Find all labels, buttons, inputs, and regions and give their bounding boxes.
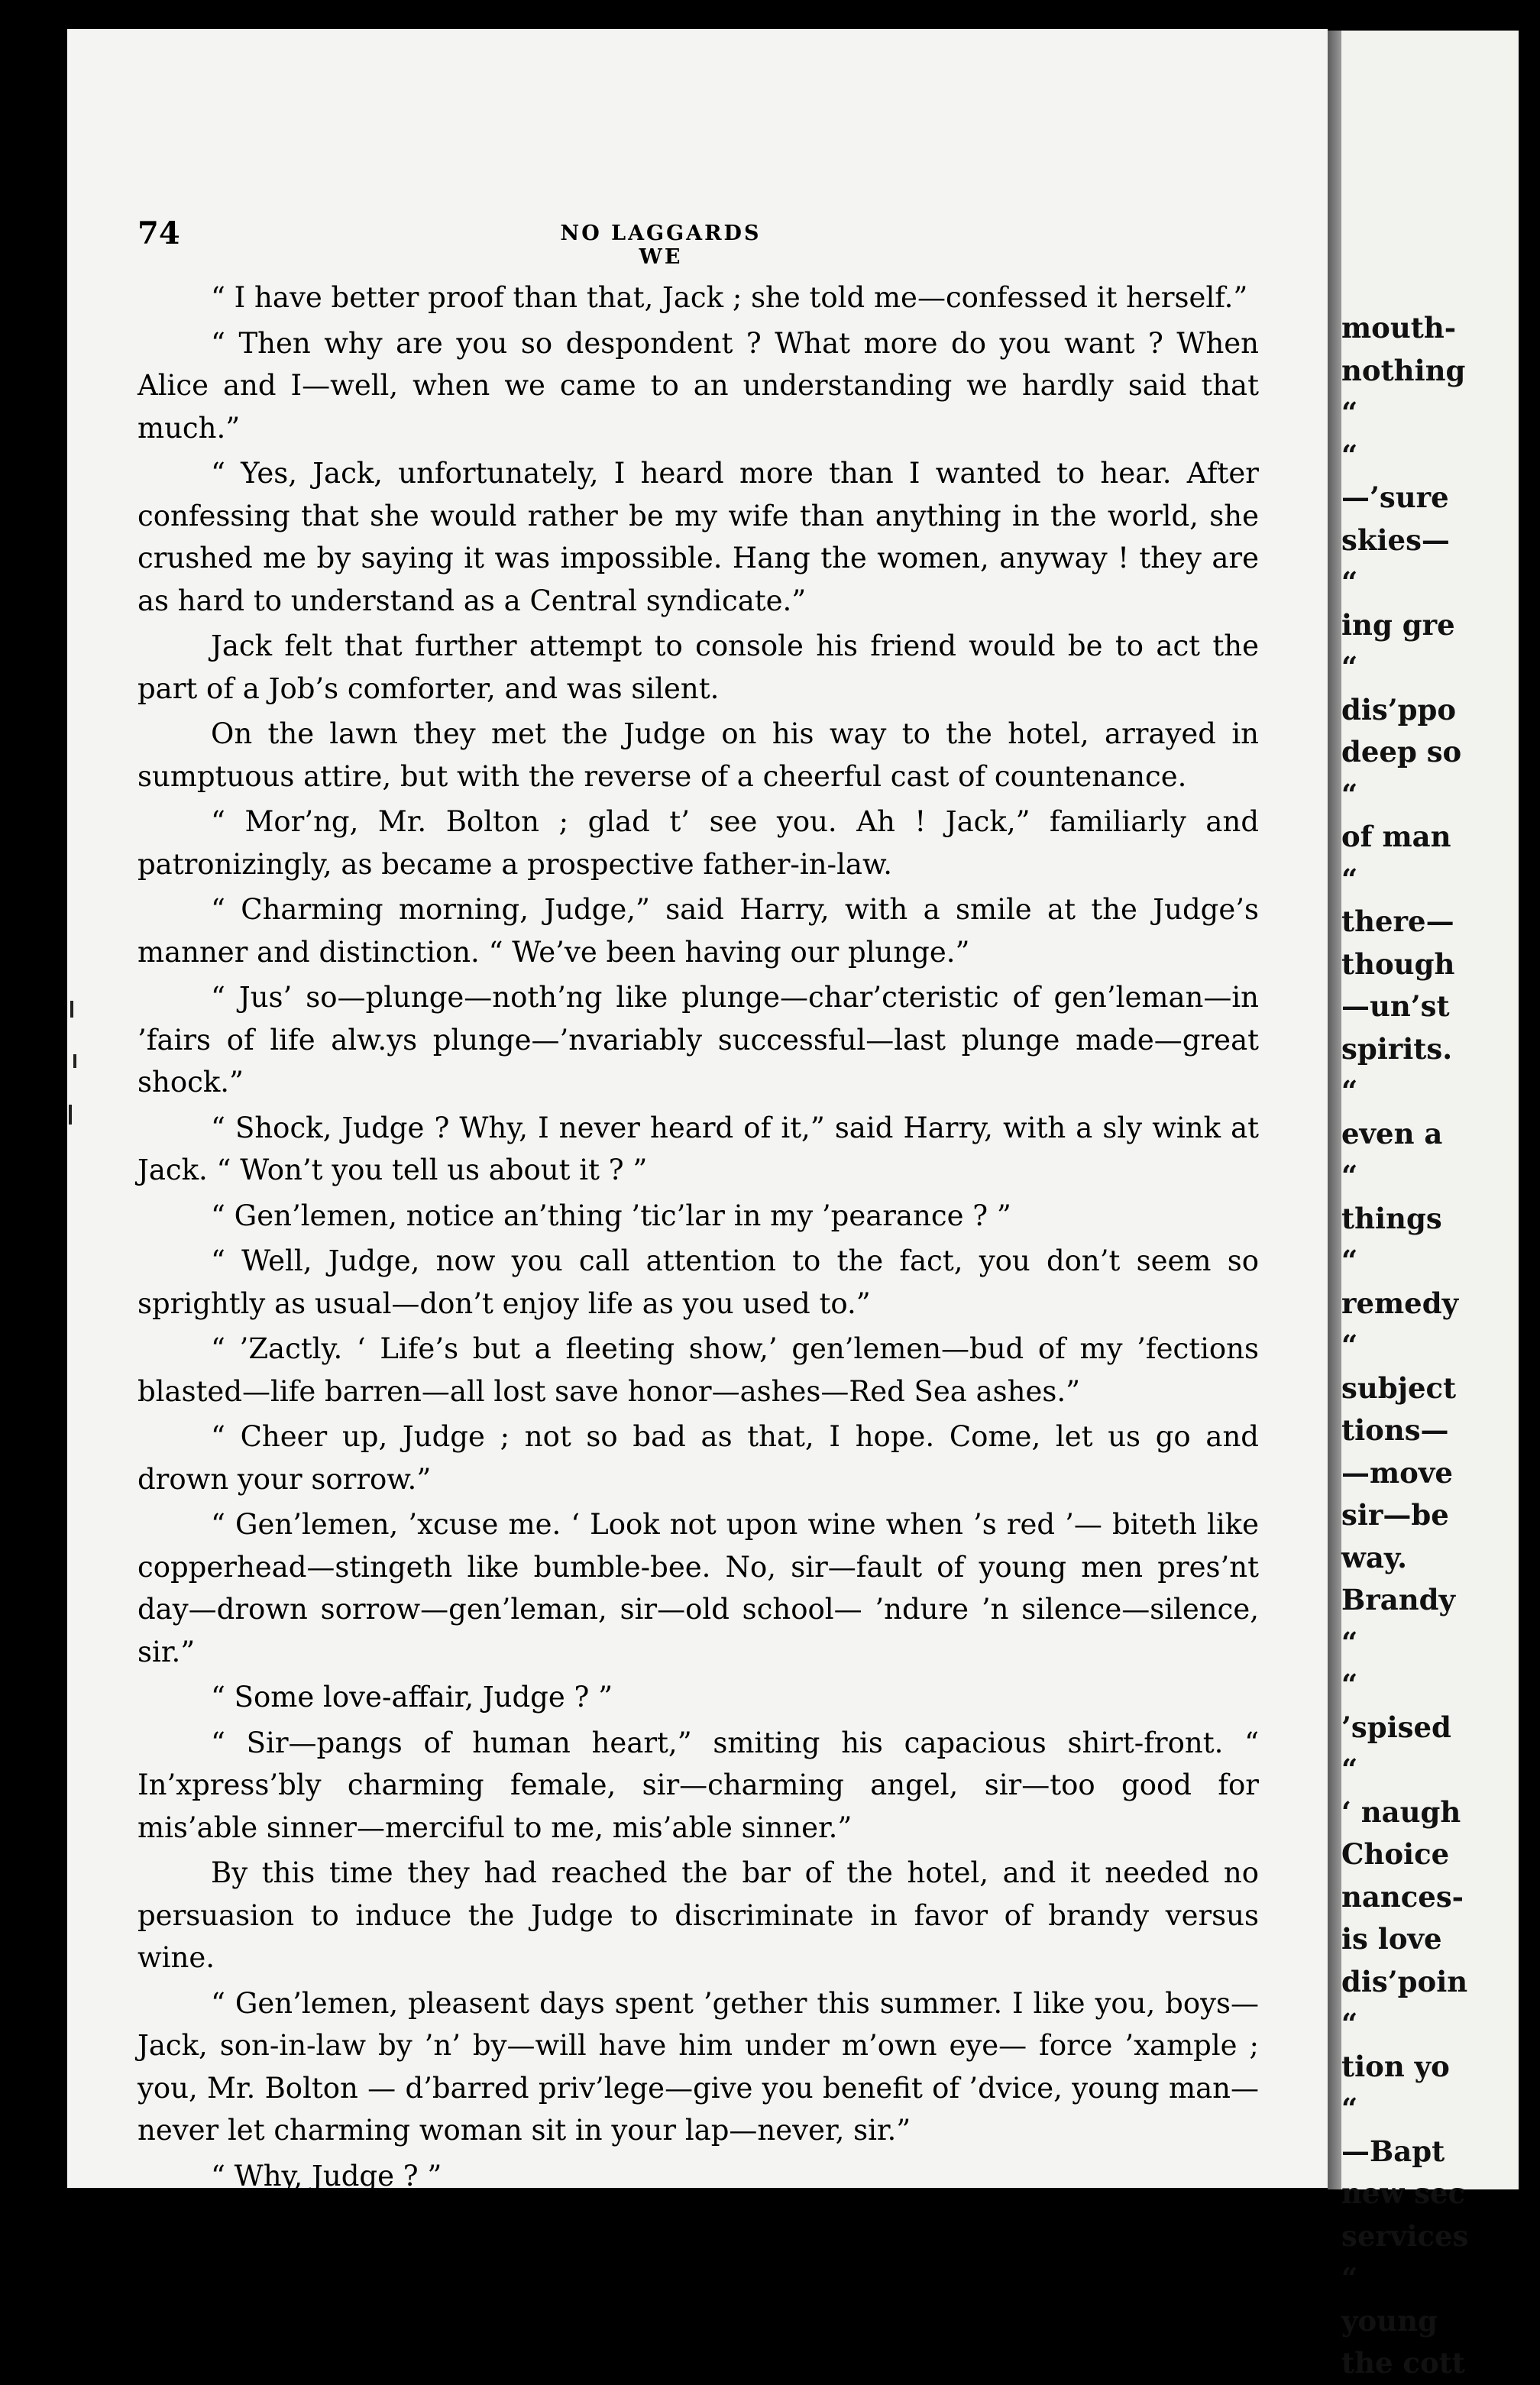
right-page-line: “ xyxy=(1341,1074,1358,1108)
margin-mark xyxy=(70,1001,73,1018)
right-page-line: ing gre xyxy=(1341,607,1455,642)
right-page-line: even a xyxy=(1341,1116,1443,1150)
right-page-line: tions— xyxy=(1341,1413,1449,1447)
right-page-line: Brandy xyxy=(1341,1583,1456,1616)
right-page-line: tion yo xyxy=(1341,2049,1450,2083)
paragraph: Jack felt that further attempt to console his friend would be to act the part of a Job’s comforter, and was silent. xyxy=(138,629,1259,705)
paragraph: “ Then why are you so despondent ? What more do you want ? When Alice and I—well, when we came to an understanding we hardly said that much.” xyxy=(138,326,1259,445)
paragraph: On the lawn they met the Judge on his way to the hotel, arrayed in sumptuous attire, but with the reverse of a cheerful cast of countenance. xyxy=(138,717,1259,793)
paragraph: “ ’Zactly. ‘ Life’s but a fleeting show,’ gen’lemen—bud of my ’fections blasted—life barren—all lost save honor—ashes—Red Sea ashes.” xyxy=(138,1332,1259,1408)
right-page-line: skies— xyxy=(1341,523,1450,557)
right-page-line: “ xyxy=(1341,1328,1358,1362)
right-page-line: “ xyxy=(1341,1668,1358,1701)
right-page-line: services xyxy=(1341,2218,1469,2253)
paragraph: “ Mor’ng, Mr. Bolton ; glad t’ see you. Ah ! Jack,” familiarly and patronizingly, as became a prospective father-in-law. xyxy=(138,805,1259,881)
right-page-line: things xyxy=(1341,1201,1442,1235)
paragraph: “ Jus’ so—plunge—noth’ng like plunge—char’cteristic of gen’leman—in ’fairs of life alw.ys plunge—’nvariably successful—last plunge made—great shock.” xyxy=(138,981,1259,1099)
right-page-line: of man xyxy=(1341,820,1451,853)
right-page-line: ’spised xyxy=(1341,1710,1451,1744)
right-page-line: “ xyxy=(1341,396,1358,429)
right-page xyxy=(1341,31,1519,2380)
right-page-line: nothing xyxy=(1341,353,1466,387)
right-page-line: young xyxy=(1341,2303,1438,2338)
right-page-line: “ xyxy=(1341,2007,1358,2040)
right-page-line: dis’ppo xyxy=(1341,692,1457,727)
right-page-line: sir—be xyxy=(1341,1498,1449,1532)
page-number: 74 xyxy=(138,215,180,251)
right-page-line: Choice xyxy=(1341,1837,1450,1871)
body-text xyxy=(138,277,1259,2243)
right-page-line: subject xyxy=(1341,1370,1457,1405)
paragraph: “ Well, Judge, now you call attention to the fact, you don’t seem so sprightly as usual—don’t enjoy life as you used to.” xyxy=(138,1244,1259,1320)
margin-mark xyxy=(73,1054,76,1068)
right-page-line: “ xyxy=(1341,1625,1358,1659)
paragraph: “ Gen’lemen, pleasent days spent ’gether this summer. I like you, boys—Jack, son-in-law by ’n’ by—will have him under m’own eye— force ’xample ; you, Mr. Bolton — d’barred priv’lege—give you benefit of ’dvice, young man—never let charming woman sit in your lap—never, sir.” xyxy=(138,1986,1259,2147)
right-page-line: “ xyxy=(1341,1159,1358,1192)
right-page-line: ‘ naugh xyxy=(1341,1794,1461,1829)
right-page-line: remedy xyxy=(1341,1286,1459,1320)
right-page-line: though xyxy=(1341,947,1455,981)
right-page-line: the cott xyxy=(1341,2346,1465,2380)
paragraph: “ I have better proof than that, Jack ; she told me—confessed it herself.” xyxy=(211,281,1248,314)
right-page-line: “ xyxy=(1341,1752,1358,1786)
paragraph: “ Yes, Jack, unfortunately, I heard more than I wanted to hear. After confessing that she would rather be my wife than anything in the world, she crushed me by saying it was impossible. Hang the women, anyway ! they are as hard to understand as a Central syndicate.” xyxy=(138,457,1259,617)
right-page-text xyxy=(1257,307,1540,2385)
right-page-line: “ xyxy=(1341,862,1358,896)
right-page-line: nances- xyxy=(1341,1879,1464,1914)
right-page-line: “ xyxy=(1341,650,1358,684)
right-page-line: —un’st xyxy=(1341,989,1450,1023)
paragraph: “ Gen’lemen, ’xcuse me. ‘ Look not upon wine when ’s red ’— biteth like copperhead—stingeth like bumble-bee. No, sir—fault of young men pres’nt day—drown sorrow—gen’leman, sir—old school— ’ndure ’n silence—silence, sir.” xyxy=(138,1508,1259,1668)
paragraph: “ Dangerous, sir—char’ct’ristic of gen’leman face danger—cannon’s xyxy=(211,2205,1187,2238)
right-page-line: —’sure xyxy=(1341,481,1449,514)
paragraph: “ Some love-affair, Judge ? ” xyxy=(211,1681,613,1714)
right-page-line: “ xyxy=(1341,2092,1358,2125)
paragraph: “ Cheer up, Judge ; not so bad as that, I hope. Come, let us go and drown your sorrow.” xyxy=(138,1420,1259,1496)
paragraph: “ Why, Judge ? ” xyxy=(211,2159,442,2192)
right-page-line: “ xyxy=(1341,2261,1358,2295)
right-page-line: is love xyxy=(1341,1922,1442,1956)
right-page-line: —move xyxy=(1341,1455,1453,1490)
running-head: NO LAGGARDS WE xyxy=(560,222,762,269)
right-page-line: “ xyxy=(1341,565,1358,599)
right-page-line: deep so xyxy=(1341,735,1462,769)
right-page-line: dis’poin xyxy=(1341,1964,1468,1998)
paragraph: “ Gen’lemen, notice an’thing ’tic’lar in my ’pearance ? ” xyxy=(211,1199,1011,1232)
right-page-line: mouth- xyxy=(1341,311,1457,345)
right-page-line: “ xyxy=(1341,1244,1358,1277)
paragraph: “ Sir—pangs of human heart,” smiting his capacious shirt-front. “ In’xpress’bly charming female, sir—charming angel, sir—too good for mis’able sinner—merciful to me, mis’able sinner.” xyxy=(138,1726,1259,1844)
paragraph: By this time they had reached the bar of the hotel, and it needed no persuasion to induce the Judge to discriminate in favor of brandy versus wine. xyxy=(138,1856,1259,1974)
right-page-line: “ xyxy=(1341,438,1358,472)
right-page-line: new sec xyxy=(1341,2176,1466,2210)
right-page-line: —Bapt xyxy=(1341,2134,1445,2168)
paragraph: “ Charming morning, Judge,” said Harry, with a smile at the Judge’s manner and distinction. “ We’ve been having our plunge.” xyxy=(138,893,1259,969)
margin-mark xyxy=(69,1105,72,1125)
right-page-line: spirits. xyxy=(1341,1031,1453,1066)
right-page-line: there— xyxy=(1341,904,1454,938)
right-page-line: way. xyxy=(1341,1540,1407,1574)
right-page-line: “ xyxy=(1341,777,1358,811)
paragraph: “ Shock, Judge ? Why, I never heard of it,” said Harry, with a sly wink at Jack. “ Won’t you tell us about it ? ” xyxy=(138,1111,1259,1186)
